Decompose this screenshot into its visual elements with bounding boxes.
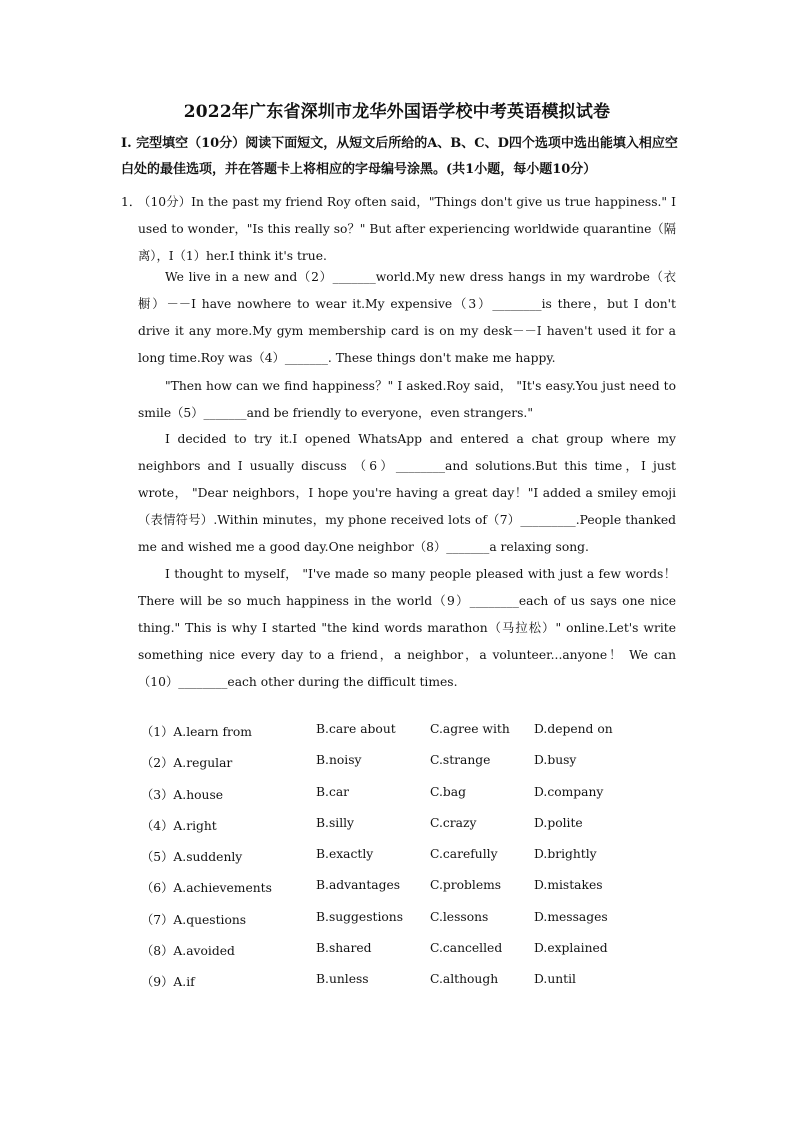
option-a: （5）A.suddenly xyxy=(141,850,243,865)
paragraph-2: We live in a new and（2）_______world.My new dress hangs in my wardrobe（衣橱）－－I have nowhere to wear it.My expensive（3）________is there，but I don't drive it any more.My gym membership card is on my desk－－I haven't used it for a long time.Roy was（4）_______. These things don't make me happy. xyxy=(138,270,676,365)
paragraph-1: （10分）In the past my friend Roy often said，"Things don't give us true happiness." I used to wonder，"Is this really so？" But after experiencing worldwide quarantine（隔离），I（1）her.I think it's true. xyxy=(138,195,676,263)
option-b: B.unless xyxy=(316,972,369,987)
option-a: （6）A.achievements xyxy=(141,881,272,896)
option-d: D.until xyxy=(534,972,576,987)
option-d: D.messages xyxy=(534,909,608,924)
option-row xyxy=(141,722,661,753)
option-d: D.depend on xyxy=(534,722,613,736)
option-b: B.noisy xyxy=(316,753,362,768)
option-b: B.exactly xyxy=(316,847,374,862)
option-row xyxy=(141,785,661,816)
option-d: D.busy xyxy=(534,753,577,768)
question-number: 1． xyxy=(121,195,142,209)
page-title: 2022年广东省深圳市龙华外国语学校中考英语模拟试卷 xyxy=(183,102,611,122)
option-c: C.although xyxy=(430,972,499,987)
option-c: C.carefully xyxy=(430,847,498,862)
option-a: （3）A.house xyxy=(141,787,224,802)
options-table xyxy=(141,722,661,1004)
option-row xyxy=(141,910,661,941)
option-d: D.brightly xyxy=(534,847,597,862)
paragraph-3: "Then how can we find happiness？" I asked.Roy said， "It's easy.You just need to smile（5）_______and be friendly to everyone，even strangers." xyxy=(138,379,676,420)
option-a: （4）A.right xyxy=(141,818,217,833)
option-a: （9）A.if xyxy=(141,975,195,990)
option-row xyxy=(141,816,661,847)
option-b: B.suggestions xyxy=(316,909,404,924)
option-c: C.cancelled xyxy=(430,941,503,956)
option-b: B.advantages xyxy=(316,878,401,893)
option-b: B.shared xyxy=(316,941,372,956)
option-c: C.crazy xyxy=(430,815,477,830)
section-instructions: I. 完型填空（10分）阅读下面短文，从短文后所给的A、B、C、D四个选项中选出能填入相应空白处的最佳选项，并在答题卡上将相应的字母编号涂黑。(共1小题，每小题10分） xyxy=(121,136,678,177)
option-a: （8）A.avoided xyxy=(141,944,235,959)
option-row xyxy=(141,847,661,878)
paragraph-5: I thought to myself， "I've made so many people pleased with just a few words！ There will be so much happiness in the world（9）________each of us says one nice thing." This is why I started "the kind words marathon（马拉松）" online.Let's write something nice every day to a friend，a neighbor，a volunteer...anyone！ We can（10）________each other during the difficult times. xyxy=(138,567,676,689)
option-b: B.silly xyxy=(316,815,355,830)
paragraph-4: I decided to try it.I opened WhatsApp and entered a chat group where my neighbors and I usually discuss （6）________and solutions.But this time，I just wrote， "Dear neighbors，I hope you're having a great day！"I added a smiley emoji（表情符号）.Within minutes，my phone received lots of（7）_________.People thanked me and wished me a good day.One neighbor（8）_______a relaxing song. xyxy=(138,432,676,554)
option-row xyxy=(141,941,661,972)
option-d: D.polite xyxy=(534,815,583,830)
option-row xyxy=(141,753,661,784)
option-d: D.company xyxy=(534,784,604,799)
option-a: （2）A.regular xyxy=(141,756,233,771)
option-a: （1）A.learn from xyxy=(141,725,252,739)
option-row xyxy=(141,972,661,1003)
option-c: C.strange xyxy=(430,753,491,768)
option-c: C.problems xyxy=(430,878,502,893)
option-c: C.bag xyxy=(430,784,466,799)
option-row xyxy=(141,878,661,909)
option-c: C.agree with xyxy=(430,722,510,736)
option-d: D.mistakes xyxy=(534,878,603,893)
option-b: B.care about xyxy=(316,722,396,736)
option-c: C.lessons xyxy=(430,909,489,924)
option-d: D.explained xyxy=(534,941,608,956)
option-b: B.car xyxy=(316,784,350,799)
option-a: （7）A.questions xyxy=(141,912,247,927)
